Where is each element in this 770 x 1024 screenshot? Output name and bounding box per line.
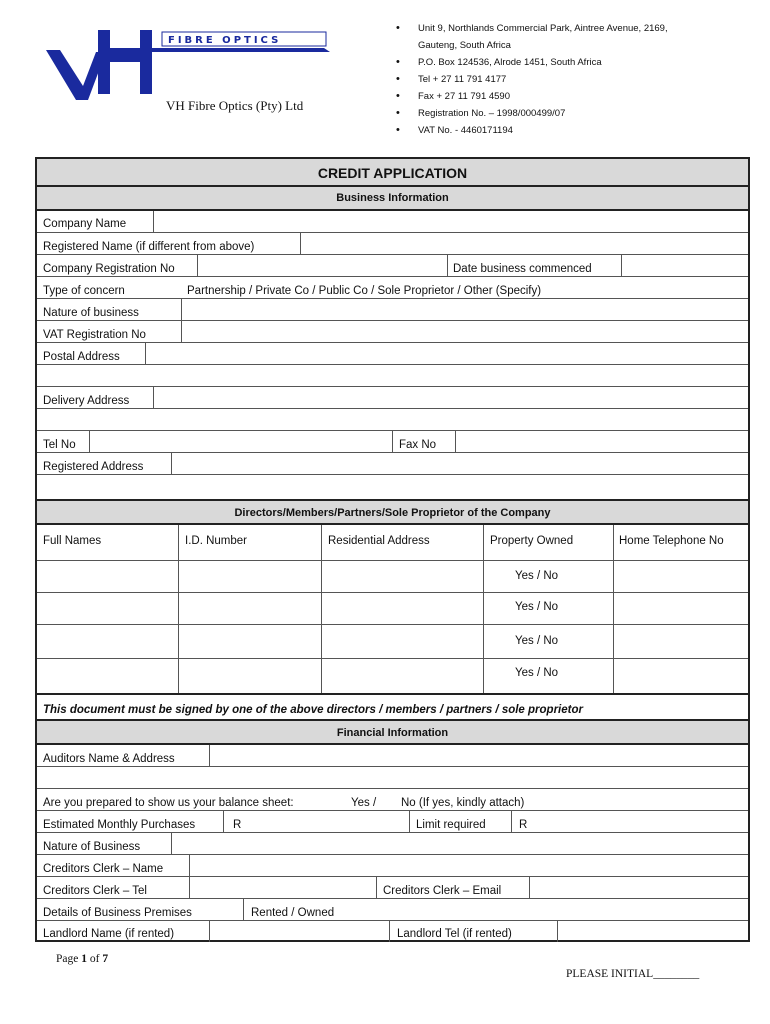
premises-label: Details of Business Premises	[43, 907, 192, 919]
company-name-row	[37, 211, 748, 233]
fin-nature-field[interactable]	[171, 833, 172, 854]
tel-no-label: Tel No	[43, 439, 76, 451]
director-row[interactable]	[37, 659, 748, 695]
est-purchases-row	[37, 811, 748, 833]
balance-sheet-yes[interactable]: Yes /	[351, 797, 377, 809]
balance-sheet-label: Are you prepared to show us your balance sheet:	[43, 797, 294, 809]
signature-note: This document must be signed by one of the above directors / members / partners / sole proprietor	[43, 704, 583, 716]
postal-address-line2[interactable]	[37, 365, 748, 387]
landlord-name-field[interactable]	[209, 921, 210, 942]
clerk-tel-label: Creditors Clerk – Tel	[43, 885, 147, 897]
landlord-tel-field[interactable]	[557, 921, 558, 942]
type-of-concern-row	[37, 277, 748, 299]
financial-heading: Financial Information	[37, 721, 748, 745]
registered-address-field[interactable]	[171, 453, 172, 474]
nature-of-business-field[interactable]	[181, 299, 182, 320]
registered-name-label: Registered Name (if different from above)	[43, 241, 255, 253]
limit-required-label: Limit required	[416, 819, 486, 831]
fin-nature-row	[37, 833, 748, 855]
registered-name-field[interactable]	[300, 233, 301, 254]
vat-reg-field[interactable]	[181, 321, 182, 342]
auditors-field[interactable]	[209, 745, 210, 766]
clerk-email-field[interactable]	[529, 877, 530, 898]
registered-name-row	[37, 233, 748, 255]
postal-address-row	[37, 343, 748, 365]
clerk-email-label: Creditors Clerk – Email	[383, 885, 502, 897]
clerk-tel-field[interactable]	[189, 877, 190, 898]
fax-no-field[interactable]	[455, 431, 456, 452]
credit-application-form	[35, 157, 750, 942]
contact-list	[396, 20, 756, 139]
postal-address-label: Postal Address	[43, 351, 120, 363]
date-commenced-label: Date business commenced	[453, 263, 592, 275]
company-name-field[interactable]	[153, 211, 154, 232]
type-of-concern-label: Type of concern	[43, 285, 125, 297]
delivery-address-line2[interactable]	[37, 409, 748, 431]
auditors-line2[interactable]	[37, 767, 748, 789]
col-residential-address: Residential Address	[328, 535, 430, 547]
contact-vat: • VAT No. - 4460171194	[396, 122, 756, 139]
auditors-label: Auditors Name & Address	[43, 753, 175, 765]
col-full-names: Full Names	[43, 535, 102, 547]
landlord-tel-label: Landlord Tel (if rented)	[397, 928, 512, 940]
est-purchases-currency: R	[233, 819, 242, 831]
premises-row	[37, 899, 748, 921]
limit-required-currency: R	[519, 819, 528, 831]
vat-reg-row	[37, 321, 748, 343]
auditors-row	[37, 745, 748, 767]
company-reg-row	[37, 255, 748, 277]
business-info-heading: Business Information	[37, 187, 748, 211]
rented-owned-options[interactable]: Rented / Owned	[251, 907, 335, 919]
landlord-row	[37, 921, 748, 942]
director-row[interactable]	[37, 593, 748, 625]
registered-address-label: Registered Address	[43, 461, 144, 473]
directors-table-header	[37, 525, 748, 561]
nature-of-business-row	[37, 299, 748, 321]
balance-sheet-no[interactable]: No (If yes, kindly attach)	[401, 797, 525, 809]
please-initial: PLEASE INITIAL________	[566, 968, 700, 980]
balance-sheet-row	[37, 789, 748, 811]
company-reg-label: Company Registration No	[43, 263, 175, 275]
type-of-concern-options[interactable]: Partnership / Private Co / Public Co / Sole Proprietor / Other (Specify)	[187, 285, 542, 297]
col-home-telephone: Home Telephone No	[619, 535, 724, 547]
page-number: Page 1 of 7	[56, 953, 109, 965]
col-id-number: I.D. Number	[185, 535, 247, 547]
vat-reg-label: VAT Registration No	[43, 329, 146, 341]
delivery-address-row	[37, 387, 748, 409]
clerk-name-label: Creditors Clerk – Name	[43, 863, 164, 875]
date-commenced-field[interactable]	[621, 255, 622, 276]
delivery-address-field[interactable]	[153, 387, 154, 408]
property-owned-yes-no[interactable]: Yes / No	[515, 635, 559, 647]
col-property-owned: Property Owned	[490, 535, 574, 547]
postal-address-field[interactable]	[145, 343, 146, 364]
landlord-name-label: Landlord Name (if rented)	[43, 928, 175, 940]
director-row[interactable]	[37, 561, 748, 593]
company-reg-field[interactable]	[197, 255, 198, 276]
contact-pobox: • P.O. Box 124536, Alrode 1451, South Africa	[396, 54, 756, 71]
contact-tel: • Tel + 27 11 791 4177	[396, 71, 756, 88]
tel-no-field[interactable]	[89, 431, 90, 452]
company-name: VH Fibre Optics (Pty) Ltd	[166, 98, 304, 113]
directors-heading: Directors/Members/Partners/Sole Proprietor of the Company	[37, 501, 748, 525]
contact-fax: • Fax + 27 11 791 4590	[396, 88, 756, 105]
contact-address: • Unit 9, Northlands Commercial Park, Aintree Avenue, 2169, Gauteng, South Africa	[396, 20, 756, 54]
nature-of-business-label: Nature of business	[43, 307, 139, 319]
logo-text: FIBRE OPTICS	[168, 35, 282, 46]
vh-fibre-optics-logo	[36, 22, 336, 102]
company-name-label: Company Name	[43, 218, 127, 230]
contact-registration: • Registration No. – 1998/000499/07	[396, 105, 756, 122]
form-title: CREDIT APPLICATION	[37, 159, 748, 187]
clerk-name-field[interactable]	[189, 855, 190, 876]
fin-nature-label: Nature of Business	[43, 841, 141, 853]
signature-note-row	[37, 695, 748, 721]
clerk-name-row	[37, 855, 748, 877]
property-owned-yes-no[interactable]: Yes / No	[515, 601, 559, 613]
property-owned-yes-no[interactable]: Yes / No	[515, 667, 559, 679]
fax-no-label: Fax No	[399, 439, 437, 451]
tel-fax-row	[37, 431, 748, 453]
clerk-tel-row	[37, 877, 748, 899]
property-owned-yes-no[interactable]: Yes / No	[515, 570, 559, 582]
registered-address-line2[interactable]	[37, 475, 748, 501]
registered-address-row	[37, 453, 748, 475]
est-purchases-label: Estimated Monthly Purchases	[43, 819, 196, 831]
director-row[interactable]	[37, 625, 748, 659]
delivery-address-label: Delivery Address	[43, 395, 130, 407]
